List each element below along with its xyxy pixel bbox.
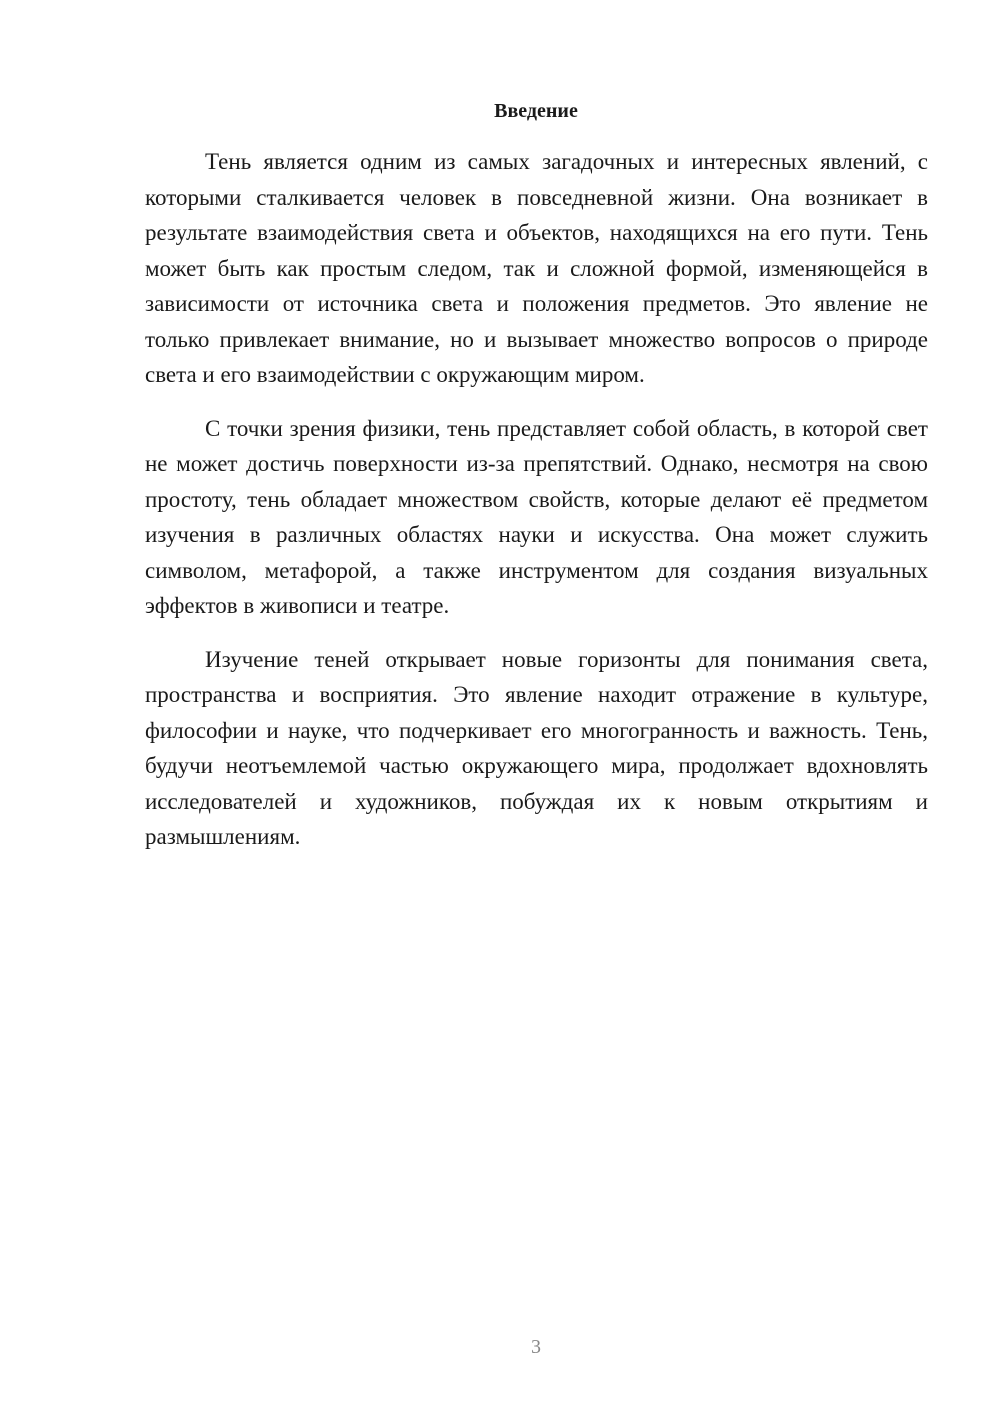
paragraph-2: С точки зрения физики, тень представляет собой область, в которой свет не может достичь поверхности из-за препятствий. Однако, несмотря на свою простоту, тень обладает множеством свойств, которые делают её предметом изучения в различных областях науки и искусства. Она может служить символом, метафорой, а также инструментом для создания визуальных эффектов в живописи и театре. (145, 415, 928, 618)
body-text (145, 144, 928, 873)
section-title: Введение (494, 100, 578, 122)
page-number: 3 (531, 1336, 541, 1358)
paragraph-1: Тень является одним из самых загадочных и интересных явлений, с которыми сталкивается человек в повседневной жизни. Она возникает в результате взаимодействия света и объектов, находящихся на его пути. Тень может быть как простым следом, так и сложной формой, изменяющейся в зависимости от источника света и положения предметов. Это явление не только привлекает внимание, но и вызывает множество вопросов о природе света и его взаимодействии с окружающим миром. (145, 149, 928, 387)
paragraph-3: Изучение теней открывает новые горизонты для понимания света, пространства и восприятия. Это явление находит отражение в культуре, философии и науке, что подчеркивает его многогранность и важность. Тень, будучи неотъемлемой частью окружающего мира, продолжает вдохновлять исследователей и художников, побуждая их к новым открытиям и размышлениям. (145, 646, 928, 849)
